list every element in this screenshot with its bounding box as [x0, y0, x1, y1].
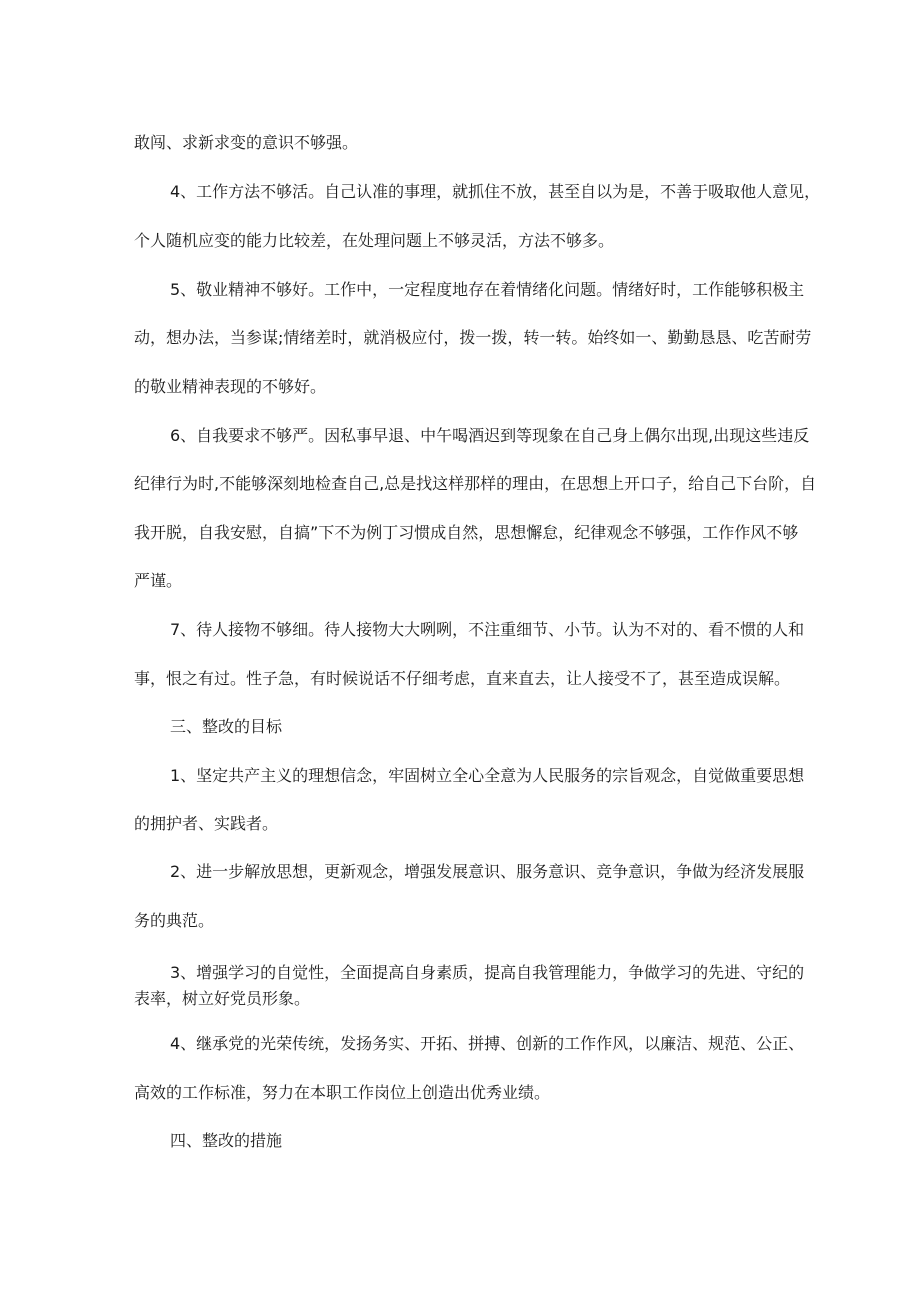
text-line: 3、增强学习的自觉性，全面提高自身素质，提高自我管理能力，争做学习的先进、守纪的	[170, 963, 805, 982]
text-line: 7、待人接物不够细。待人接物大大咧咧，不注重细节、小节。认为不对的、看不惯的人和	[170, 620, 805, 639]
text-line: 纪律行为时,不能够深刻地检查自己,总是找这样那样的理由，在思想上开口子，给自己下台阶，自	[134, 474, 817, 493]
text-line: 4、工作方法不够活。自己认准的事理，就抓住不放，甚至自以为是，不善于吸取他人意见，	[170, 182, 821, 201]
text-line: 务的典范。	[134, 911, 215, 930]
text-line: 敢闯、求新求变的意识不够强。	[134, 133, 359, 152]
text-line: 我开脱，自我安慰，自搞”下不为例丁习惯成自然，思想懈怠，纪律观念不够强，工作作风不够	[134, 523, 799, 542]
text-line: 6、自我要求不够严。因私事早退、中午喝酒迟到等现象在自己身上偶尔出现,出现这些违反	[170, 426, 810, 445]
text-line: 4、继承党的光荣传统，发扬务实、开拓、拼搏、创新的工作作风，以廉洁、规范、公正、	[170, 1034, 805, 1053]
text-line: 严谨。	[134, 571, 183, 590]
text-line: 个人随机应变的能力比较差，在处理问题上不够灵活，方法不够多。	[134, 231, 615, 250]
text-line: 高效的工作标准，努力在本职工作岗位上创造出优秀业绩。	[134, 1083, 551, 1102]
text-line: 的拥护者、实践者。	[134, 814, 279, 833]
section-heading: 三、整改的目标	[170, 717, 283, 736]
text-line: 动，想办法，当参谋;情绪差时，就消极应付，拨一拨，转一转。始终如一、勤勤恳恳、吃苦耐劳	[134, 328, 812, 347]
text-line: 1、坚定共产主义的理想信念，牢固树立全心全意为人民服务的宗旨观念，自觉做重要思想	[170, 766, 805, 785]
section-heading: 四、整改的措施	[170, 1131, 283, 1150]
text-line: 事，恨之有过。性子急，有时候说话不仔细考虑，直来直去，让人接受不了，甚至造成误解。	[134, 669, 791, 688]
text-line: 5、敬业精神不够好。工作中，一定程度地存在着情绪化问题。情绪好时，工作能够积极主	[170, 280, 805, 299]
text-line: 表率，树立好党员形象。	[134, 989, 311, 1008]
text-line: 2、进一步解放思想，更新观念，增强发展意识、服务意识、竞争意识，争做为经济发展服	[170, 862, 805, 881]
text-line: 的敬业精神表现的不够好。	[134, 377, 327, 396]
